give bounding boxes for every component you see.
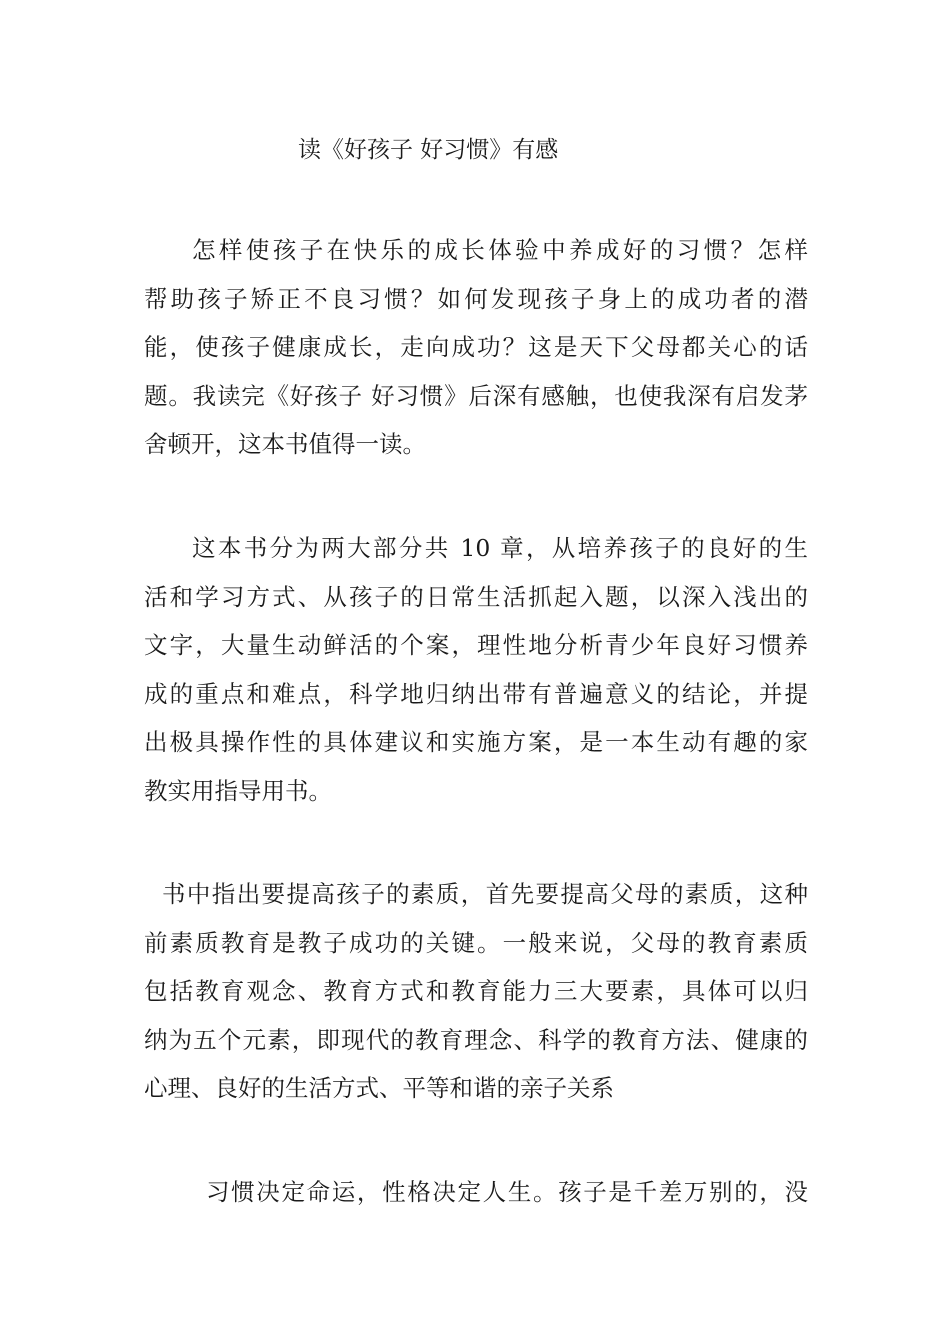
paragraph-line: 这本书分为两大部分共 10 章，从培养孩子的良好的生 <box>192 534 808 562</box>
paragraph-line: 纳为五个元素，即现代的教育理念、科学的教育方法、健康的 <box>144 1025 808 1054</box>
paragraph-line: 习惯决定命运，性格决定人生。孩子是千差万别的，没 <box>206 1178 808 1206</box>
paragraph-line: 成的重点和难点，科学地归纳出带有普遍意义的结论，并提 <box>144 679 808 708</box>
paragraph-line: 书中指出要提高孩子的素质，首先要提高父母的素质，这种 <box>162 880 808 908</box>
paragraph-line: 包括教育观念、教育方式和教育能力三大要素，具体可以归 <box>144 977 808 1005</box>
paragraph-line: 前素质教育是教子成功的关键。一般来说，父母的教育素质 <box>144 928 808 957</box>
document-title: 读《好孩子 好习惯》有感 <box>298 137 559 163</box>
paragraph-2 <box>144 524 808 815</box>
paragraph-line: 能，使孩子健康成长，走向成功？这是天下父母都关心的话 <box>144 333 808 361</box>
paragraph-line: 舍顿开，这本书值得一读。 <box>144 430 426 458</box>
paragraph-line: 心理、良好的生活方式、平等和谐的亲子关系 <box>144 1074 614 1102</box>
paragraph-3 <box>144 870 808 1113</box>
paragraph-4 <box>144 1168 808 1217</box>
paragraph-line: 出极具操作性的具体建议和实施方案，是一本生动有趣的家 <box>144 728 808 756</box>
paragraph-line: 帮助孩子矫正不良习惯？如何发现孩子身上的成功者的潜 <box>144 284 808 313</box>
paragraph-line: 教实用指导用书。 <box>144 776 332 805</box>
paragraph-line: 文字，大量生动鲜活的个案，理性地分析青少年良好习惯养 <box>144 631 808 659</box>
paragraph-line: 怎样使孩子在快乐的成长体验中养成好的习惯？怎样 <box>192 236 808 264</box>
paragraph-1 <box>144 226 808 469</box>
paragraph-line: 活和学习方式、从孩子的日常生活抓起入题，以深入浅出的 <box>144 582 808 611</box>
paragraph-line: 题。我读完《好孩子 好习惯》后深有感触，也使我深有启发茅 <box>144 381 808 410</box>
